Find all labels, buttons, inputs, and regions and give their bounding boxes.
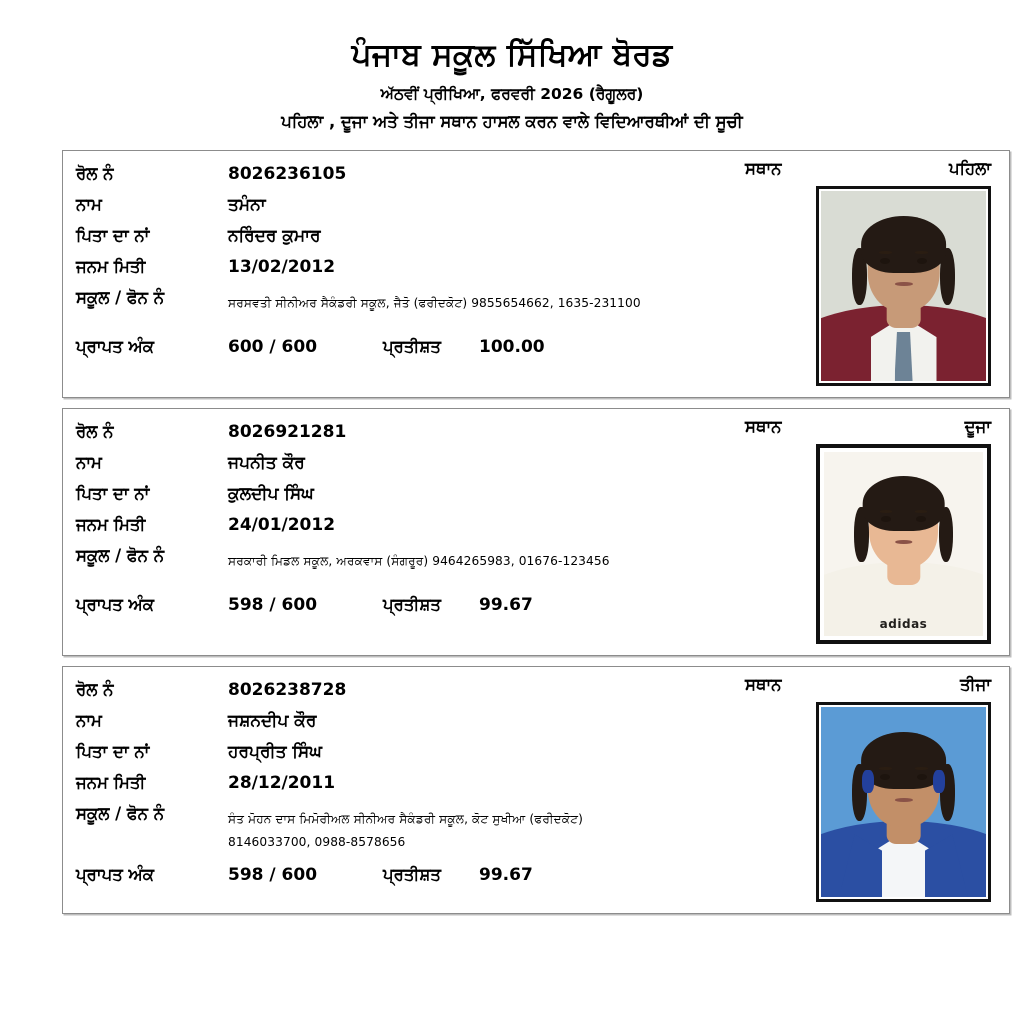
value-position: ਪਹਿਲਾ — [949, 159, 991, 179]
value-father-name: ਹਰਪ੍ਰੀਤ ਸਿੰਘ — [228, 742, 322, 763]
value-marks-obtained: 598 / 600 — [228, 594, 318, 615]
school-line-1: ਸਰਕਾਰੀ ਮਿਡਲ ਸਕੂਲ, ਅਰਕਵਾਸ (ਸੰਗਰੂਰ) 9464265983, 01676-123456 — [228, 554, 610, 569]
record-fields — [63, 151, 1009, 367]
photo-ribbon-right — [933, 770, 945, 793]
value-marks-obtained: 598 / 600 — [228, 865, 318, 886]
value-marks-obtained: 600 / 600 — [228, 336, 318, 357]
label-position: ਸਥਾਨ — [745, 675, 782, 695]
label-dob: ਜਨਮ ਮਿਤੀ — [76, 257, 146, 277]
value-percentage: 99.67 — [479, 594, 533, 615]
photo-ribbon-left — [862, 770, 874, 793]
value-name: ਜਸ਼ਨਦੀਪ ਕੌਰ — [228, 711, 317, 732]
label-school-phone: ਸਕੂਲ / ਫੋਨ ਨੰ — [76, 288, 165, 308]
label-dob: ਜਨਮ ਮਿਤੀ — [76, 515, 146, 535]
value-roll-no: 8026921281 — [228, 422, 347, 443]
label-roll-no: ਰੋਲ ਨੰ — [76, 680, 114, 700]
label-roll-no: ਰੋਲ ਨੰ — [76, 422, 114, 442]
label-marks-obtained: ਪ੍ਰਾਪਤ ਅੰਕ — [76, 865, 154, 885]
photo-eye-right — [917, 258, 927, 264]
student-photo-frame — [816, 444, 991, 644]
photo-eye-right — [917, 774, 927, 780]
value-school-phone — [228, 804, 583, 853]
label-school-phone: ਸਕੂਲ / ਫੋਨ ਨੰ — [76, 804, 165, 824]
record-fields — [63, 409, 1009, 631]
school-line-1: ਸਰਸਵਤੀ ਸੀਨੀਅਰ ਸੈਕੰਡਰੀ ਸਕੂਲ, ਜੈਤੋ (ਫਰੀਦਕੋਟ) 9855654662, 1635-231100 — [228, 296, 641, 311]
value-father-name: ਕੁਲਦੀਪ ਸਿੰਘ — [228, 484, 314, 505]
label-father-name: ਪਿਤਾ ਦਾ ਨਾਂ — [76, 484, 150, 504]
student-photo — [821, 191, 986, 381]
record-fields — [63, 667, 1009, 895]
student-photo — [824, 452, 983, 636]
value-percentage: 100.00 — [479, 336, 545, 357]
photo-eyebrow-right — [915, 510, 928, 513]
student-record-card — [62, 666, 1010, 914]
photo-mouth — [894, 282, 912, 286]
position-and-photo — [743, 417, 995, 644]
page-title: ਪੰਜਾਬ ਸਕੂਲ ਸਿੱਖਿਆ ਬੋਰਡ — [351, 37, 673, 73]
label-roll-no: ਰੋਲ ਨੰ — [76, 164, 114, 184]
photo-eyebrow-left — [880, 510, 893, 513]
position-row — [743, 675, 995, 695]
value-name: ਜਪਨੀਤ ਕੌਰ — [228, 453, 305, 474]
value-dob: 13/02/2012 — [228, 257, 336, 278]
position-row — [743, 417, 995, 437]
student-photo-frame — [816, 702, 991, 902]
label-marks-obtained: ਪ੍ਰਾਪਤ ਅੰਕ — [76, 336, 154, 356]
school-line-1: ਸੰਤ ਮੋਹਨ ਦਾਸ ਮਿਮੋਰੀਅਲ ਸੀਨੀਅਰ ਸੈਕੰਡਰੀ ਸਕੂਲ, ਕੋਟ ਸੁਖੀਆ (ਫਰੀਦਕੋਟ) — [228, 812, 583, 827]
photo-eyebrow-right — [915, 767, 928, 770]
value-father-name: ਨਰਿੰਦਰ ਕੁਮਾਰ — [228, 226, 321, 247]
photo-mouth — [894, 798, 912, 802]
value-school-phone — [228, 546, 610, 573]
school-line-2: 8146033700, 0988-8578656 — [228, 834, 406, 849]
photo-mouth — [895, 540, 912, 544]
exam-subtitle: ਅੱਠਵੀਂ ਪ੍ਰੀਖਿਆ, ਫਰਵਰੀ 2026 (ਰੈਗੂਲਰ) — [380, 84, 644, 103]
document-header — [0, 0, 1024, 132]
label-percentage: ਪ੍ਰਤੀਸ਼ਤ — [383, 594, 441, 614]
label-dob: ਜਨਮ ਮਿਤੀ — [76, 773, 146, 793]
records-list — [0, 150, 1024, 914]
value-school-phone — [228, 288, 641, 315]
label-father-name: ਪਿਤਾ ਦਾ ਨਾਂ — [76, 226, 150, 246]
label-position: ਸਥਾਨ — [745, 159, 782, 179]
student-photo-frame — [816, 186, 991, 386]
photo-eye-left — [880, 774, 890, 780]
photo-eye-left — [880, 258, 890, 264]
list-description: ਪਹਿਲਾ , ਦੂਜਾ ਅਤੇ ਤੀਜਾ ਸਥਾਨ ਹਾਸਲ ਕਰਨ ਵਾਲੇ ਵਿਦਿਆਰਥੀਆਂ ਦੀ ਸੂਚੀ — [281, 112, 743, 132]
photo-eyebrow-right — [915, 251, 928, 254]
value-name: ਤਮੰਨਾ — [228, 195, 266, 216]
label-percentage: ਪ੍ਰਤੀਸ਼ਤ — [383, 865, 441, 885]
student-photo — [821, 707, 986, 897]
label-marks-obtained: ਪ੍ਰਾਪਤ ਅੰਕ — [76, 594, 154, 614]
photo-hair — [861, 216, 947, 273]
photo-eyebrow-left — [879, 767, 892, 770]
position-row — [743, 159, 995, 179]
value-dob: 28/12/2011 — [228, 773, 336, 794]
label-name: ਨਾਮ — [76, 711, 102, 731]
label-father-name: ਪਿਤਾ ਦਾ ਨਾਂ — [76, 742, 150, 762]
student-record-card — [62, 408, 1010, 656]
position-and-photo — [743, 675, 995, 902]
photo-tie — [894, 332, 912, 381]
photo-eyebrow-left — [879, 251, 892, 254]
label-name: ਨਾਮ — [76, 453, 102, 473]
label-school-phone: ਸਕੂਲ / ਫੋਨ ਨੰ — [76, 546, 165, 566]
value-position: ਤੀਜਾ — [959, 675, 991, 695]
label-position: ਸਥਾਨ — [745, 417, 782, 437]
photo-hair — [862, 476, 945, 531]
student-record-card — [62, 150, 1010, 398]
value-roll-no: 8026236105 — [228, 164, 347, 185]
value-position: ਦੂਜਾ — [964, 417, 991, 437]
label-percentage: ਪ੍ਰਤੀਸ਼ਤ — [383, 336, 441, 356]
label-name: ਨਾਮ — [76, 195, 102, 215]
photo-shirt-text: adidas — [879, 616, 928, 631]
value-roll-no: 8026238728 — [228, 680, 347, 701]
value-percentage: 99.67 — [479, 865, 533, 886]
position-and-photo — [743, 159, 995, 386]
value-dob: 24/01/2012 — [228, 515, 336, 536]
